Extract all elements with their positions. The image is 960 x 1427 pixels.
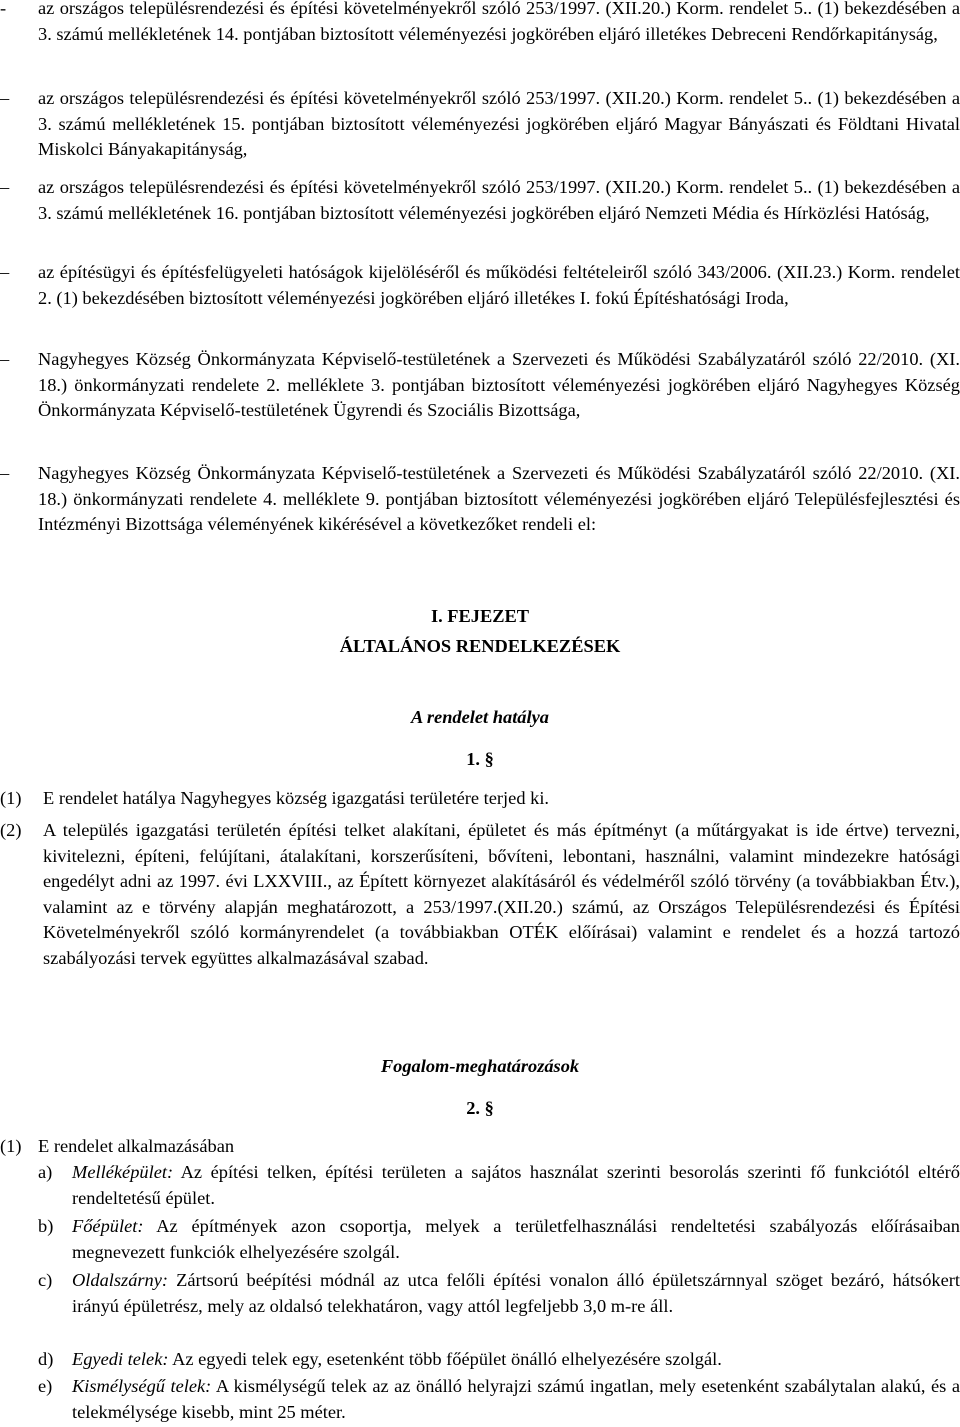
section-heading: Fogalom-meghatározások — [380, 1056, 580, 1076]
paragraph — [0, 818, 960, 972]
definition-text: Az egyedi telek egy, esetenként több főépület önálló elhelyezésére szolgál. — [168, 1349, 722, 1369]
chapter-number: I. FEJEZET — [430, 606, 530, 626]
bullet-item — [0, 0, 960, 47]
definition-item — [38, 1214, 960, 1265]
bullet-text: Nagyhegyes Község Önkormányzata Képviselő-testületének a Szervezeti és Működési Szabályzatáról szóló 22/2010. (XI. 18.) önkormányzati rendelete 4. melléklete 9. pontjában biztosított véleményezési jogkörében eljáró Településfejlesztési és Intézményi Bizottsága véleményének kikérésével a következőket rendeli el: — [38, 463, 960, 535]
paragraph — [0, 1134, 960, 1160]
bullet-marker: - — [0, 0, 7, 18]
definition-text: A kismélységű telek az az önálló helyrajzi számú ingatlan, mely esetenként szabálytalan alakú, és a telekmélysége kisebb, mint 25 méter. — [72, 1376, 960, 1422]
definition-letter: d) — [38, 1349, 54, 1369]
bullet-marker: – — [0, 262, 10, 282]
paragraph-number: (1) — [0, 1136, 22, 1156]
definition-text: Zártsorú beépítési módnál az utca felőli építési vonalon álló épületszárnnyal szöget bezáró, hátsókert irányú épületrész, mely az oldalsó telekhatáron, vagy attól legfeljebb 3,0 m-re áll. — [72, 1270, 960, 1316]
definition-text: Az építési telken, építési területen a sajátos használat szerinti besorolás szerinti fő funkciótól eltérő rendeltetésű épület. — [72, 1162, 960, 1208]
bullet-marker: – — [0, 177, 10, 197]
definition-term: Melléképület: — [72, 1162, 174, 1182]
definition-term: Egyedi telek: — [72, 1349, 169, 1369]
paragraph-text: E rendelet alkalmazásában — [38, 1136, 235, 1156]
definition-item — [38, 1347, 960, 1373]
bullet-marker: – — [0, 349, 10, 369]
definition-text: Az építmények azon csoportja, melyek a területfelhasználási rendeltetési szabályozás előírásaiban megnevezett funkciók elhelyezésére szolgál. — [72, 1216, 960, 1262]
definition-term: Kismélységű telek: — [72, 1376, 212, 1396]
section-number: 1. § — [466, 749, 494, 769]
bullet-item — [0, 347, 960, 424]
paragraph — [0, 786, 960, 812]
definition-term: Főépület: — [72, 1216, 144, 1236]
bullet-text: az építésügyi és építésfelügyeleti hatóságok kijelöléséről és működési feltételeiről szóló 343/2006. (XII.23.) Korm. rendelet 2. (1) bekezdésében biztosított véleményezési jogkörében eljáró illetékes I. fokú Építéshatósági Iroda, — [38, 262, 960, 308]
bullet-item — [0, 86, 960, 163]
section-number: 2. § — [466, 1098, 494, 1118]
bullet-item — [0, 260, 960, 311]
bullet-text: az országos településrendezési és építési követelményekről szóló 253/1997. (XII.20.) Korm. rendelet 5.. (1) bekezdésében a 3. számú mellékletének 14. pontjában biztosított véleményezési jogkörében eljáró illetékes Debreceni Rendőrkapitányság, — [38, 0, 960, 44]
bullet-marker: – — [0, 463, 10, 483]
definition-letter: e) — [38, 1376, 53, 1396]
definition-term: Oldalszárny: — [72, 1270, 169, 1290]
bullet-marker: – — [0, 88, 10, 108]
definition-letter: c) — [38, 1270, 53, 1290]
bullet-text: az országos településrendezési és építési követelményekről szóló 253/1997. (XII.20.) Korm. rendelet 5.. (1) bekezdésében a 3. számú mellékletének 16. pontjában biztosított véleményezési jogkörében eljáró Nemzeti Média és Hírközlési Hatóság, — [38, 177, 960, 223]
definition-item — [38, 1160, 960, 1211]
bullet-text: az országos településrendezési és építési követelményekről szóló 253/1997. (XII.20.) Korm. rendelet 5.. (1) bekezdésében a 3. számú mellékletének 15. pontjában biztosított véleményezési jogkörében eljáró Magyar Bányászati és Földtani Hivatal Miskolci Bányakapitányság, — [38, 88, 960, 160]
definition-letter: b) — [38, 1216, 54, 1236]
section-heading: A rendelet hatálya — [411, 707, 549, 727]
chapter-title: ÁLTALÁNOS RENDELKEZÉSEK — [339, 636, 621, 656]
paragraph-number: (2) — [0, 820, 22, 840]
bullet-text: Nagyhegyes Község Önkormányzata Képviselő-testületének a Szervezeti és Működési Szabályzatáról szóló 22/2010. (XI. 18.) önkormányzati rendelete 2. melléklete 3. pontjában biztosított véleményezési jogkörében eljáró Nagyhegyes Község Önkormányzata Képviselő-testületének Ügyrendi és Szociális Bizottsága, — [38, 349, 960, 421]
bullet-item — [0, 175, 960, 226]
paragraph-number: (1) — [0, 788, 22, 808]
bullet-item — [0, 461, 960, 538]
definition-item — [38, 1374, 960, 1425]
paragraph-text: E rendelet hatálya Nagyhegyes község igazgatási területére terjed ki. — [43, 788, 550, 808]
definition-letter: a) — [38, 1162, 53, 1182]
definition-item — [38, 1268, 960, 1319]
paragraph-text: A település igazgatási területén építési telket alakítani, épületet és más építményt (a műtárgyakat is ide értve) tervezni, kivitelezni, építeni, felújítani, átalakítani, korszerűsíteni, bővíteni, lebontani, használni, valamint mindezekre hatósági engedélyt adni az 1997. évi LXXVIII., az Épített környezet alakításáról és védelméről szóló törvény (a továbbiakban Étv.), valamint az e törvény alapján meghatározott, a 253/1997.(XII.20.) számú, az Országos Településrendezési és Építési Követelményekről szóló kormányrendelet (a továbbiakban OTÉK előírásai) valamint e rendelet és a hozzá tartozó szabályozási tervek együttes alkalmazásával szabad. — [43, 820, 960, 968]
